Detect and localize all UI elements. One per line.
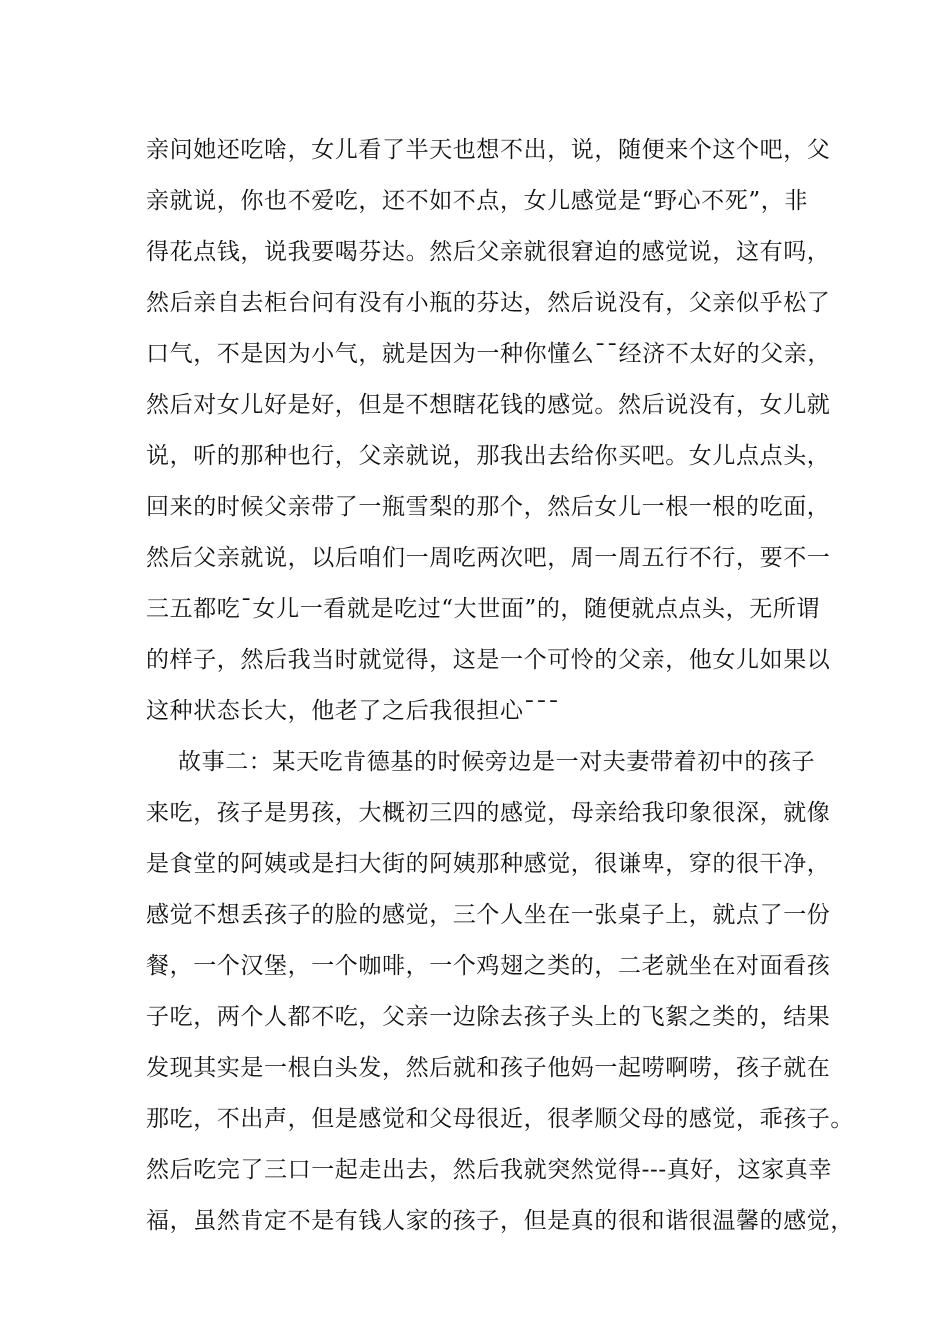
text-line: 餐，一个汉堡，一个咖啡，一个鸡翅之类的，二老就坐在对面看孩 [146,953,831,979]
text-line: 然后对女儿好是好，但是不想瞎花钱的感觉。然后说没有，女儿就 [146,392,831,418]
text-line: 说，听的那种也行，父亲就说，那我出去给你买吧。女儿点点头， [146,443,831,469]
text-line: 子吃，两个人都不吃，父亲一边除去孩子头上的飞絮之类的，结果 [146,1004,831,1030]
text-line: 这种状态长大，他老了之后我很担心¯¯¯ [146,698,560,724]
text-line: 亲问她还吃啥，女儿看了半天也想不出，说，随便来个这个吧，父 [146,137,831,163]
paragraph-start-line: 故事二：某天吃肯德基的时候旁边是一对夫妻带着初中的孩子 [178,749,816,775]
text-line: 三五都吃¯女儿一看就是吃过“大世面”的，随便就点点头，无所谓 [146,596,821,622]
text-line: 福，虽然肯定不是有钱人家的孩子，但是真的很和谐很温馨的感觉， [146,1208,854,1234]
text-line: 口气，不是因为小气，就是因为一种你懂么¯¯经济不太好的父亲， [146,341,831,367]
text-line: 然后亲自去柜台问有没有小瓶的芬达，然后说没有，父亲似乎松了 [146,290,831,316]
text-line: 发现其实是一根白头发，然后就和孩子他妈一起唠啊唠，孩子就在 [146,1055,831,1081]
text-line: 来吃，孩子是男孩，大概初三四的感觉，母亲给我印象很深，就像 [146,800,831,826]
text-line: 然后父亲就说，以后咱们一周吃两次吧，周一周五行不行，要不一 [146,545,831,571]
text-line: 感觉不想丢孩子的脸的感觉，三个人坐在一张桌子上，就点了一份 [146,902,831,928]
text-line: 是食堂的阿姨或是扫大街的阿姨那种感觉，很谦卑，穿的很干净， [146,851,831,877]
text-line: 然后吃完了三口一起走出去，然后我就突然觉得---真好，这家真幸 [146,1157,832,1183]
text-line: 回来的时候父亲带了一瓶雪梨的那个，然后女儿一根一根的吃面， [146,494,831,520]
text-line: 的样子，然后我当时就觉得，这是一个可怜的父亲，他女儿如果以 [146,647,831,673]
text-line: 那吃，不出声，但是感觉和父母很近，很孝顺父母的感觉，乖孩子。 [146,1106,854,1132]
text-line: 得花点钱，说我要喝芬达。然后父亲就很窘迫的感觉说，这有吗， [146,239,831,265]
text-line: 亲就说，你也不爱吃，还不如不点，女儿感觉是“野心不死”，非 [146,188,808,214]
